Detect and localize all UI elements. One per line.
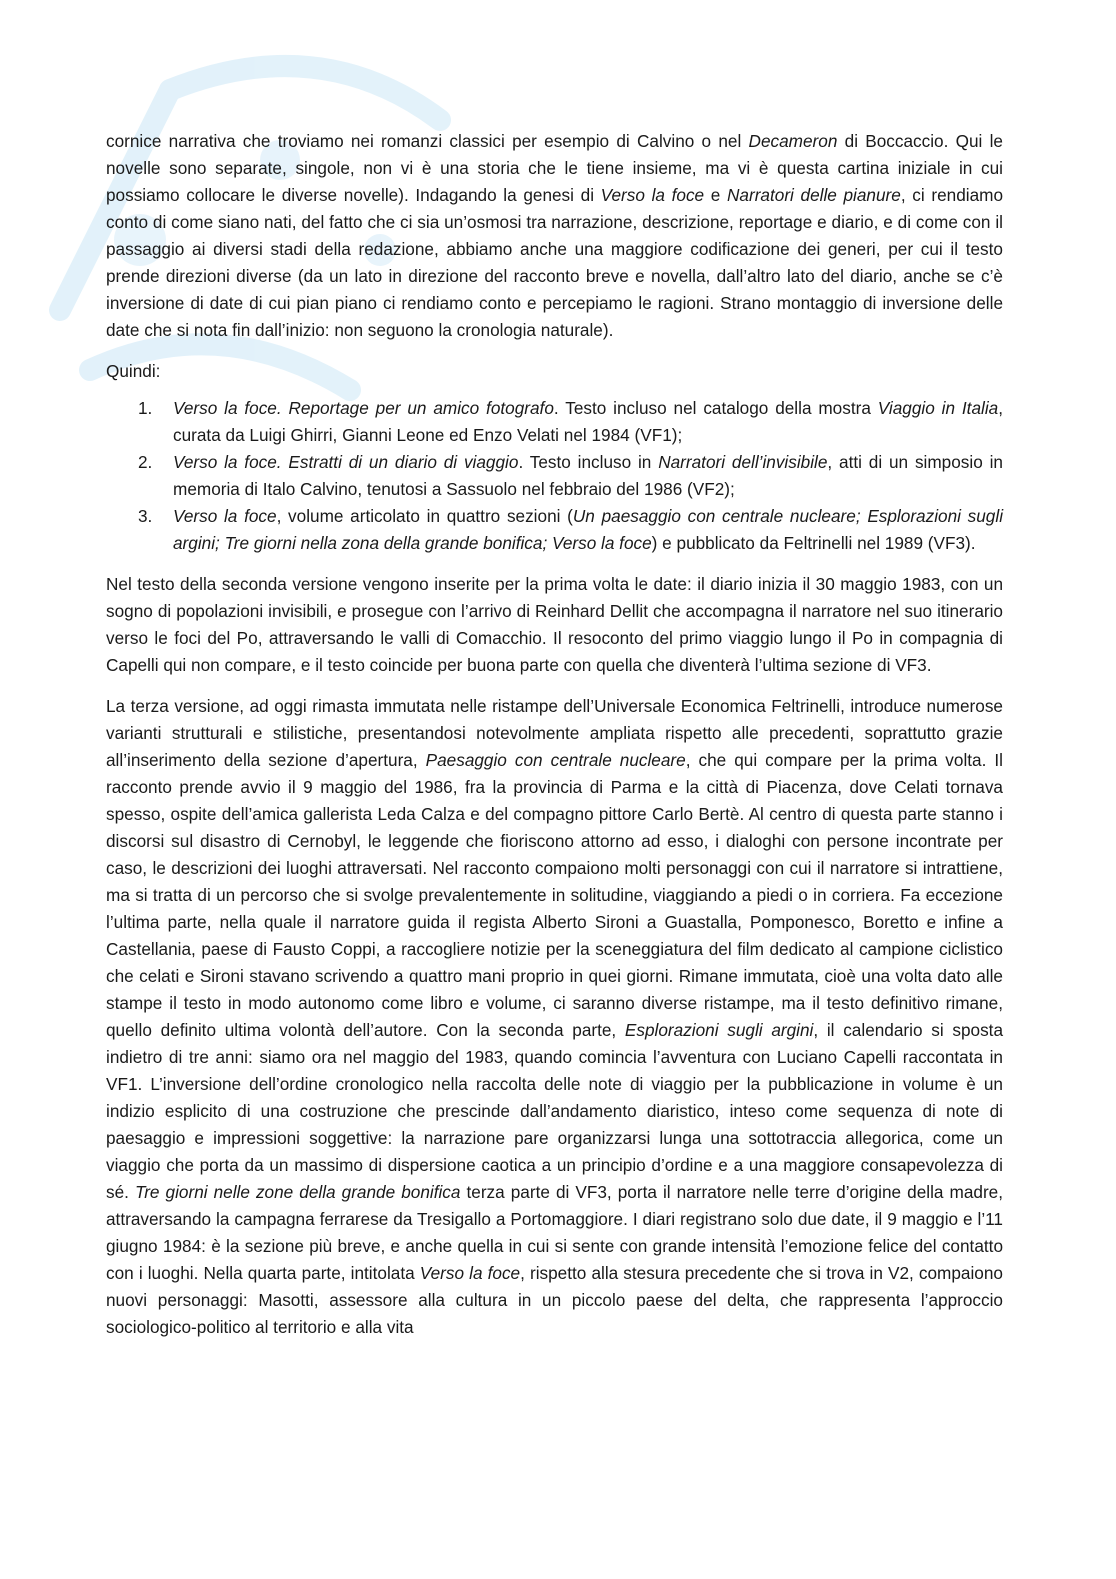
paragraph-intro <box>106 128 1003 344</box>
italic-title-text: Verso la foce <box>419 1263 521 1283</box>
list-item <box>106 395 1003 449</box>
text-run: , ci rendiamo conto di come siano nati, del fatto che ci sia un’osmosi tra narrazione, descrizione, reportage e diario, e di come con il passaggio ai diversi stadi della redazione, abbiamo anche una maggiore codificazione dei generi, per cui il testo prende direzioni diverse (da un lato in direzione del racconto breve e novella, dall’altro lato del diario, anche se c’è inversione di date di cui pian piano ci rendiamo conto e percepiamo le ragioni. Strano montaggio di inversione delle date che si nota fin dall’inizio: non seguono la cronologia naturale). <box>106 185 1004 340</box>
italic-title-text: Verso la foce <box>173 506 277 526</box>
text-run: e <box>704 185 728 205</box>
italic-title-text: Narratori delle pianure <box>727 185 901 205</box>
italic-title-text: Un paesaggio con centrale nucleare; Esplorazioni sugli argini; Tre giorni nella zona della grande bonifica; Verso la foce <box>173 506 1004 553</box>
paragraph-quindi: Quindi: <box>106 361 161 381</box>
list-item-number: 2. <box>138 452 153 472</box>
italic-title-text: Verso la foce. Estratti di un diario di viaggio <box>173 452 519 472</box>
list-item <box>106 503 1003 557</box>
text-run: , atti di un simposio in memoria di Italo Calvino, tenutosi a Sassuolo nel febbraio del 1986 (VF2); <box>173 452 1003 499</box>
italic-title-text: Decameron <box>748 131 838 151</box>
italic-title-text: Esplorazioni sugli argini <box>624 1020 814 1040</box>
watermark-shape-2 <box>170 66 440 120</box>
list-item-number: 3. <box>138 506 153 526</box>
italic-title-text: Narratori dell’invisibile <box>658 452 828 472</box>
versions-list <box>106 395 1003 557</box>
italic-title-text: Verso la foce <box>600 185 705 205</box>
text-run: , curata da Luigi Ghirri, Gianni Leone ed Enzo Velati nel 1984 (VF1); <box>173 398 1003 445</box>
text-run: , rispetto alla stesura precedente che si trova in V2, compaiono nuovi personaggi: Masotti, assessore alla cultura in un piccolo paese del delta, che rappresenta l’approccio sociologico-politico al territorio e alla vita <box>106 1263 1003 1337</box>
list-item <box>106 449 1003 503</box>
text-run: Nel testo della seconda versione vengono inserite per la prima volta le date: il diario inizia il 30 maggio 1983, con un sogno di popolazioni invisibili, e prosegue con l’arrivo di Reinhard Dellit che accompagna il narratore nel suo itinerario verso le foci del Po, attraversando le valli di Comacchio. Il resoconto del primo viaggio lungo il Po in compagnia di Capelli qui non compare, e il testo coincide per buona parte con quella che diventerà l’ultima sezione di VF3. <box>106 574 1003 675</box>
text-run: terza parte di VF3, porta il narratore nelle terre d’origine della madre, attraversando la campagna ferrarese da Tresigallo a Portomaggiore. I diari registrano solo due date, il 9 maggio e l’11 giugno 1984: è la sezione più breve, e anche quella in cui si sente con grande intensità l’emozione felice del contatto con i luoghi. Nella quarta parte, intitolata <box>106 1182 1004 1283</box>
italic-title-text: Verso la foce. Reportage per un amico fotografo <box>173 398 554 418</box>
paragraph-second-version <box>106 571 1003 679</box>
text-run: di Boccaccio. Qui le novelle sono separate, singole, non vi è una storia che le tiene insieme, ma vi è questa cartina iniziale in cui possiamo collocare le diverse novelle). Indagando la genesi di <box>106 131 1003 205</box>
italic-title-text: Tre giorni nelle zone della grande bonifica <box>134 1182 461 1202</box>
text-run: . Testo incluso nel catalogo della mostra <box>553 398 878 418</box>
text-run: , che qui compare per la prima volta. Il racconto prende avvio il 9 maggio del 1986, fra la provincia di Parma e la città di Piacenza, dove Celati tornava spesso, ospite dell’amica gallerista Leda Calza e del compagno pittore Carlo Bertè. Al centro di questa parte stanno i discorsi sul disastro di Cernobyl, le leggende che fioriscono attorno ad esso, i dialoghi con persone incontrate per caso, le descrizioni dei luoghi attraversati. Nel racconto compaiono molti personaggi con cui il narratore si intrattiene, ma si tratta di un percorso che si svolge prevalentemente in solitudine, viaggiando a piedi o in corriera. Fa eccezione l’ultima parte, nella quale il narratore guida il regista Alberto Sironi a Guastalla, Pomponesco, Boretto e infine a Castellania, paese di Fausto Coppi, a raccogliere notizie per la sceneggiatura del film dedicato al campione ciclistico che celati e Sironi stavano scrivendo a quattro mani proprio in quei giorni. Rimane immutata, cioè una volta dato alle stampe il testo in modo autonomo come libro e volume, ci saranno diverse ristampe, ma il testo definitivo rimane, quello definito ultima volontà dell’autore. Con la seconda parte, <box>106 750 1003 1040</box>
text-run: cornice narrativa che troviamo nei romanzi classici per esempio di Calvino o nel <box>106 131 749 151</box>
italic-title-text: Paesaggio con centrale nucleare <box>425 750 686 770</box>
paragraph-third-version <box>106 693 1003 1341</box>
document-page <box>106 128 1003 1341</box>
text-run: . Testo incluso in <box>518 452 659 472</box>
list-item-number: 1. <box>138 398 153 418</box>
text-run: , il calendario si sposta indietro di tre anni: siamo ora nel maggio del 1983, quando comincia l’avventura con Luciano Capelli raccontata in VF1. L’inversione dell’ordine cronologico nella raccolta delle note di viaggio per la pubblicazione in volume è un indizio esplicito di una costruzione che prescinde dall’andamento diaristico, inteso come sequenza di note di paesaggio e impressioni soggettive: la narrazione pare organizzarsi lunga una sottotraccia allegorica, come un viaggio che porta da un massimo di dispersione caotica a un principio d’ordine e a una maggiore consapevolezza di sé. <box>106 1020 1004 1202</box>
italic-title-text: Viaggio in Italia <box>877 398 999 418</box>
text-run: La terza versione, ad oggi rimasta immutata nelle ristampe dell’Universale Economica Feltrinelli, introduce numerose varianti strutturali e stilistiche, presentandosi notevolmente ampliata rispetto alle precedenti, soprattutto grazie all’inserimento della sezione d’apertura, <box>106 696 1003 770</box>
text-run: , volume articolato in quattro sezioni ( <box>276 506 573 526</box>
text-run: ) e pubblicato da Feltrinelli nel 1989 (VF3). <box>651 533 976 553</box>
